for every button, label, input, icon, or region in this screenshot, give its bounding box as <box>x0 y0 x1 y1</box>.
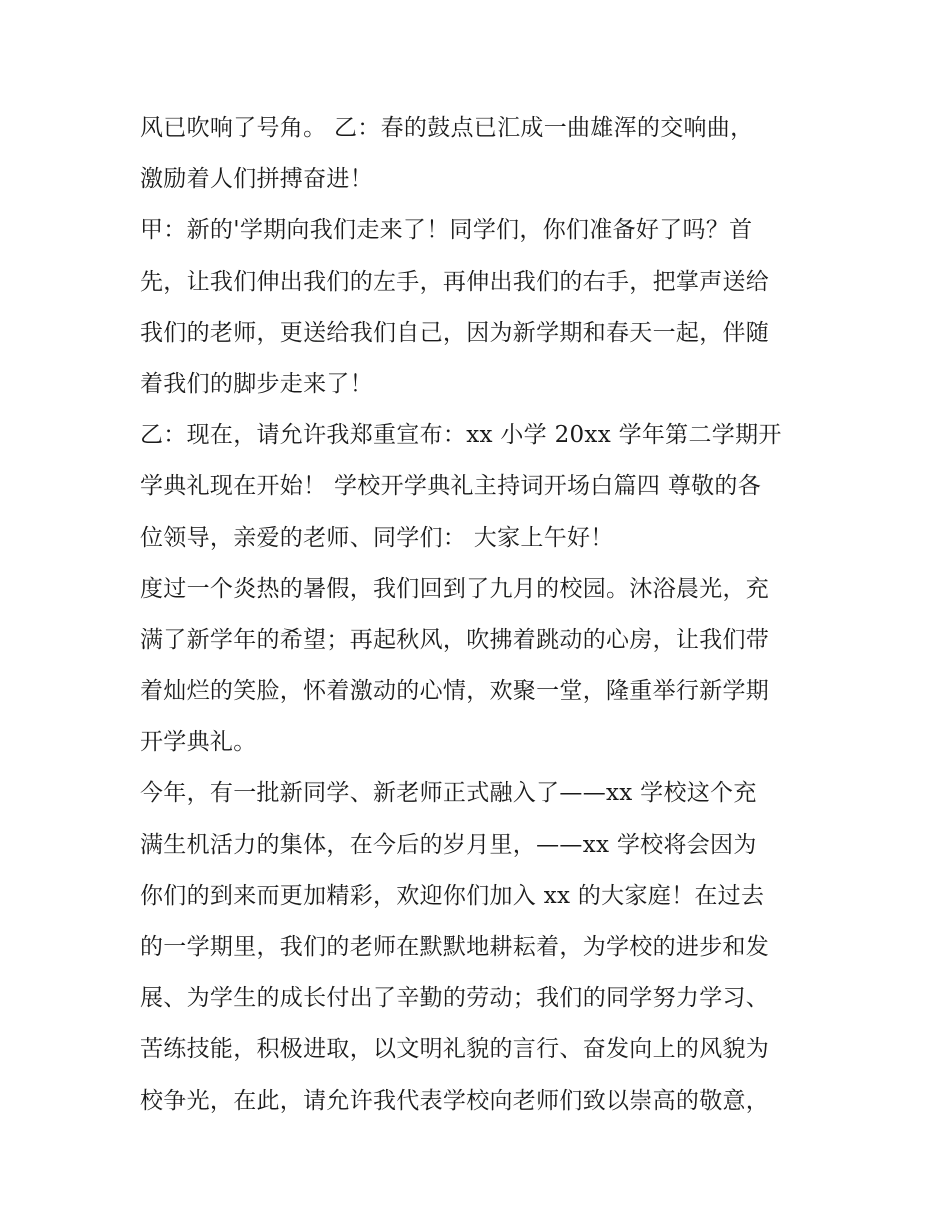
text-line: 你们的到来而更加精彩，欢迎你们加入 xx 的大家庭！在过去 <box>140 882 765 909</box>
text-line: 激励着人们拼搏奋进！ <box>140 166 373 193</box>
text-line: 风已吹响了号角。 乙：春的鼓点已汇成一曲雄浑的交响曲， <box>140 115 754 141</box>
text-line: 满生机活力的集体，在今后的岁月里，——xx 学校将会因为 <box>140 831 757 858</box>
text-line: 开学典礼。 <box>140 729 257 756</box>
text-line: 位领导，亲爱的老师、同学们： 大家上午好！ <box>140 524 614 551</box>
text-line: 苦练技能，积极进取，以文明礼貌的言行、奋发向上的风貌为 <box>140 1036 770 1063</box>
text-line: 我们的老师，更送给我们自己，因为新学期和春天一起，伴随 <box>140 319 770 346</box>
text-line: 先，让我们伸出我们的左手，再伸出我们的右手，把掌声送给 <box>140 268 770 295</box>
text-line: 着灿烂的笑脸，怀着激动的心情，欢聚一堂，隆重举行新学期 <box>140 678 770 705</box>
text-line: 着我们的脚步走来了！ <box>140 370 373 397</box>
text-line: 甲：新的'学期向我们走来了！同学们，你们准备好了吗？首 <box>140 217 753 244</box>
text-line: 学典礼现在开始！ 学校开学典礼主持词开场白篇四 尊敬的各 <box>140 473 762 500</box>
text-line: 展、为学生的成长付出了辛勤的劳动；我们的同学努力学习、 <box>140 985 770 1012</box>
text-line: 满了新学年的希望；再起秋风，吹拂着跳动的心房，让我们带 <box>140 626 770 653</box>
text-line: 校争光，在此，请允许我代表学校向老师们致以崇高的敬意， <box>140 1087 770 1114</box>
text-line: 度过一个炎热的暑假，我们回到了九月的校园。沐浴晨光，充 <box>140 575 770 602</box>
text-line: 乙：现在，请允许我郑重宣布：xx 小学 20xx 学年第二学期开 <box>140 422 782 449</box>
text-line: 今年，有一批新同学、新老师正式融入了——xx 学校这个充 <box>140 780 757 807</box>
document-body <box>140 103 820 1127</box>
text-line: 的一学期里，我们的老师在默默地耕耘着，为学校的进步和发 <box>140 934 770 960</box>
